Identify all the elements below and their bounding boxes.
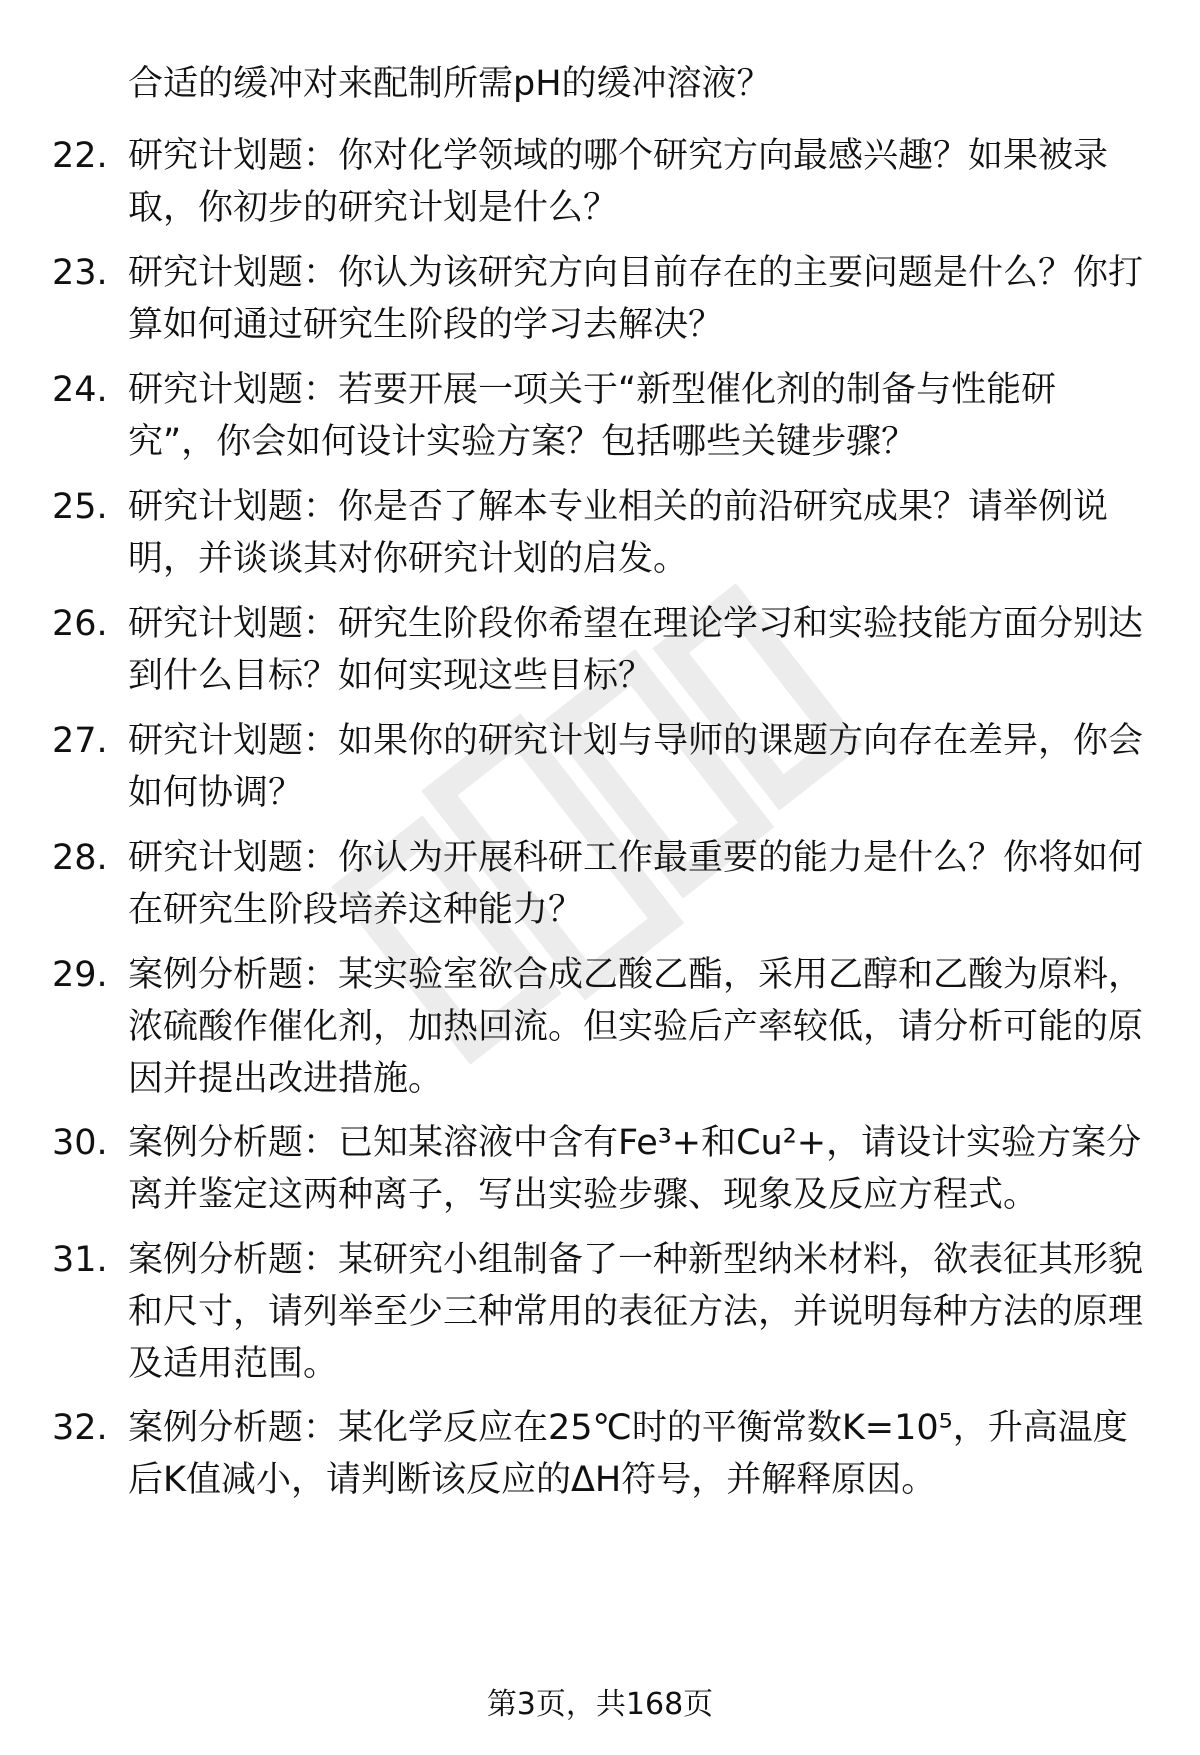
page-footer: 第3页，共168页 bbox=[486, 1687, 714, 1722]
question-number: 32. bbox=[52, 1408, 108, 1448]
question-text: 研究计划题：你对化学领域的哪个研究方向最感兴趣？如果被录取，你初步的研究计划是什么？ bbox=[128, 136, 1109, 228]
question-text: 案例分析题：某实验室欲合成乙酸乙酯，采用乙醇和乙酸为原料，浓硫酸作催化剂，加热回流。但实验后产率较低，请分析可能的原因并提出改进措施。 bbox=[128, 955, 1144, 1099]
question-text: 案例分析题：某研究小组制备了一种新型纳米材料，欲表征其形貌和尺寸，请列举至少三种常用的表征方法，并说明每种方法的原理及适用范围。 bbox=[128, 1240, 1144, 1384]
question-text: 研究计划题：你认为该研究方向目前存在的主要问题是什么？你打算如何通过研究生阶段的学习去解决？ bbox=[128, 253, 1144, 345]
question-number: 23. bbox=[52, 253, 108, 293]
question-text: 研究计划题：你认为开展科研工作最重要的能力是什么？你将如何在研究生阶段培养这种能力？ bbox=[128, 838, 1144, 930]
question-number: 22. bbox=[52, 136, 108, 176]
question-text: 研究计划题：研究生阶段你希望在理论学习和实验技能方面分别达到什么目标？如何实现这些目标？ bbox=[128, 604, 1144, 696]
previous-question-continuation: 合适的缓冲对来配制所需pH的缓冲溶液？ bbox=[128, 64, 772, 104]
question-number: 27. bbox=[52, 721, 108, 761]
question-number: 26. bbox=[52, 604, 108, 644]
question-text: 研究计划题：你是否了解本专业相关的前沿研究成果？请举例说明，并谈谈其对你研究计划的启发。 bbox=[128, 487, 1109, 579]
question-text: 案例分析题：某化学反应在25℃时的平衡常数K=10⁵，升高温度后K值减小，请判断该反应的ΔH符号，并解释原因。 bbox=[128, 1408, 1128, 1500]
question-number: 30. bbox=[52, 1123, 108, 1163]
question-number: 24. bbox=[52, 370, 108, 410]
question-number: 31. bbox=[52, 1240, 108, 1280]
question-number: 25. bbox=[52, 487, 108, 527]
question-text: 研究计划题：如果你的研究计划与导师的课题方向存在差异，你会如何协调？ bbox=[128, 721, 1144, 813]
question-text: 案例分析题：已知某溶液中含有Fe³+和Cu²+，请设计实验方案分离并鉴定这两种离子，写出实验步骤、现象及反应方程式。 bbox=[128, 1123, 1142, 1215]
question-number: 29. bbox=[52, 955, 108, 995]
question-text: 研究计划题：若要开展一项关于“新型催化剂的制备与性能研究”，你会如何设计实验方案？包括哪些关键步骤？ bbox=[128, 370, 1057, 462]
question-number: 28. bbox=[52, 838, 108, 878]
